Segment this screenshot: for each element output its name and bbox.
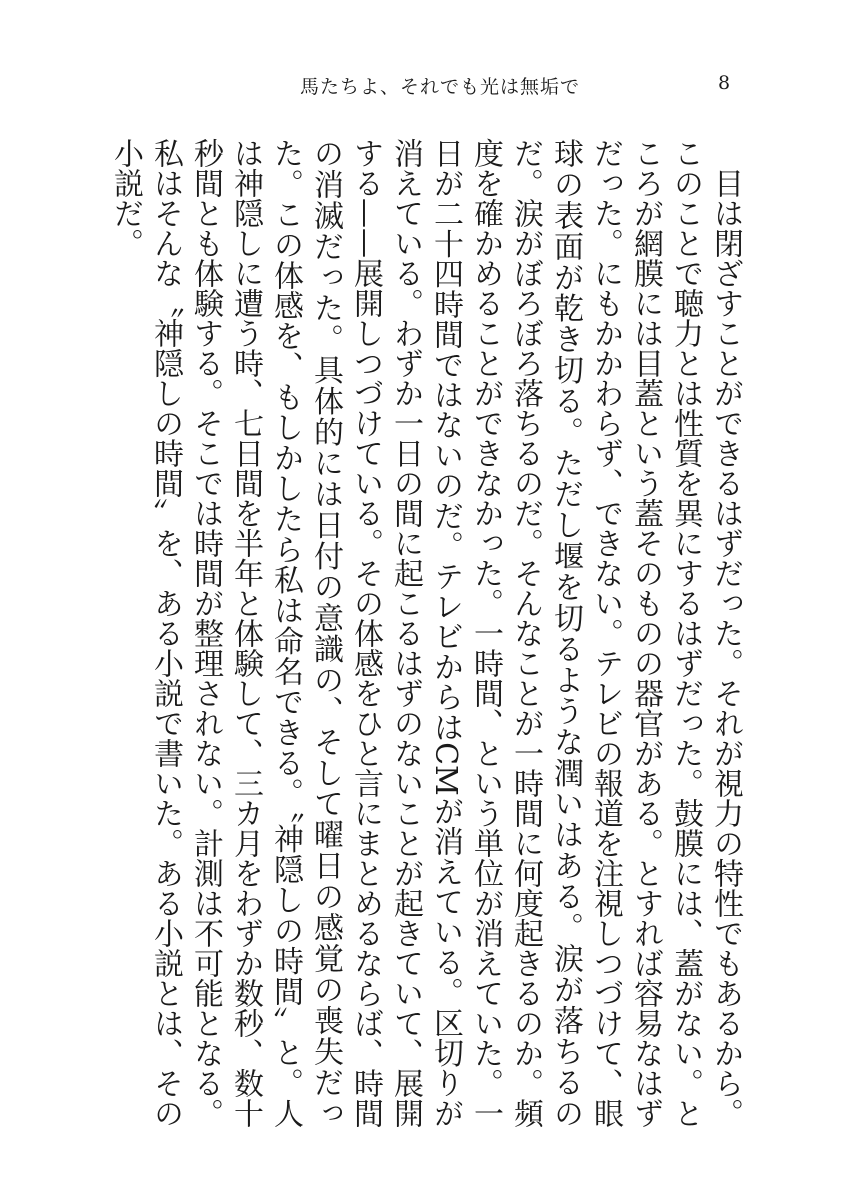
page-number: 8	[718, 72, 731, 94]
body-paragraph: 目は閉ざすことができるはずだった。それが視力の特性でもあるから。このことで聴力とは性質を異にするはずだった。鼓膜には、蓋がない。ところが網膜には目蓋という蓋そのものの器官がある。とすれば容易なはずだった。にもかかわらず、できない。テレビの報道を注視しつづけて、眼球の表面が乾き切る。ただし堰を切るような潤いはある。涙が落ちるのだ。涙がぼろぼろ落ちるのだ。そんなことが一時間に何度起きるのか。頻度を確かめることができなかった。一時間、という単位が消えていた。一日が二十四時間ではないのだ。テレビからはCMが消えている。区切りが消えている。わずか一日の間に起こるはずのないことが起きていて、展開する——展開しつづけている。その体感をひと言にまとめるならば、時間の消滅だった。具体的には日付の意識の、そして曜日の感覚の喪失だった。この体感を、もしかしたら私は命名できる。〝神隠しの時間〟と。人は神隠しに遭う時、七日間を半年と体験して、三カ月をわずか数秒、数十秒間とも体験する。そこでは時間が整理されない。計測は不可能となる。私はそんな〝神隠しの時間〟を、ある小説で書いた。ある小説とは、その小説だ。	[108, 138, 743, 1128]
running-head-title: 馬たちよ、それでも光は無垢で	[300, 76, 581, 98]
vertical-body-text	[105, 138, 745, 1128]
